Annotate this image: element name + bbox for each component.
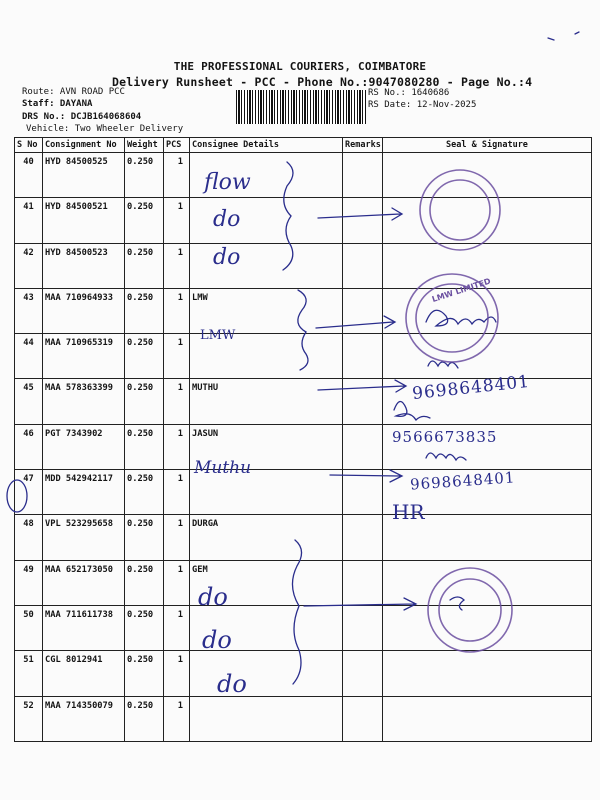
row-weight: 0.250	[125, 651, 164, 696]
col-consignee: Consignee Details	[190, 138, 343, 153]
arrow-mark	[330, 470, 402, 482]
handwriting-lmw: LMW	[200, 328, 236, 343]
col-sno: S No	[15, 138, 43, 153]
row-weight: 0.250	[125, 560, 164, 605]
row-consignment: MAA 711611738	[43, 605, 125, 650]
row-sno: 44	[15, 334, 43, 379]
row-weight: 0.250	[125, 198, 164, 243]
col-seal-signature: Seal & Signature	[383, 138, 592, 153]
handwriting-phone: 9698648401	[411, 371, 531, 405]
handwriting-ditto: do	[213, 245, 241, 270]
row-consignment: HYD 84500525	[43, 153, 125, 198]
row-weight: 0.250	[125, 153, 164, 198]
brace-mark	[298, 290, 308, 370]
row-pcs: 1	[164, 470, 190, 515]
handwriting-phone: 9566673835	[392, 428, 498, 446]
handwriting-flow: flow	[204, 170, 251, 195]
seal-stamp	[420, 170, 500, 250]
row-sno: 51	[15, 651, 43, 696]
seal-stamp	[428, 568, 512, 652]
col-weight: Weight	[125, 138, 164, 153]
row-consignment: MAA 714350079	[43, 696, 125, 741]
row-pcs: 1	[164, 334, 190, 379]
row-sno: 50	[15, 605, 43, 650]
row-sno: 45	[15, 379, 43, 424]
company-title: THE PROFESSIONAL COURIERS, COIMBATORE	[173, 60, 427, 73]
row-sno: 42	[15, 243, 43, 288]
col-remarks: Remarks	[343, 138, 383, 153]
row-sno: 48	[15, 515, 43, 560]
handwriting-ditto: do	[198, 583, 228, 611]
row-consignment: MAA 710964933	[43, 288, 125, 333]
row-weight: 0.250	[125, 515, 164, 560]
row-pcs: 1	[164, 288, 190, 333]
row-sno: 47	[15, 470, 43, 515]
row-sno: 43	[15, 288, 43, 333]
row-consignment: HYD 84500521	[43, 198, 125, 243]
rs-number: RS No.: 1640686	[368, 88, 450, 98]
row-sno: 40	[15, 153, 43, 198]
row-weight: 0.250	[125, 334, 164, 379]
row-weight: 0.250	[125, 696, 164, 741]
signature-mark	[426, 453, 466, 460]
vehicle-label: Vehicle: Two Wheeler Delivery	[26, 124, 184, 134]
row-sno: 52	[15, 696, 43, 741]
row-consignment: MAA 578363399	[43, 379, 125, 424]
col-consignment: Consignment No	[43, 138, 125, 153]
row-pcs: 1	[164, 696, 190, 741]
row-pcs: 1	[164, 379, 190, 424]
row-sno: 46	[15, 424, 43, 469]
brace-mark	[283, 162, 293, 270]
row-weight: 0.250	[125, 243, 164, 288]
circle-mark	[7, 480, 27, 512]
row-consignment: CGL 8012941	[43, 651, 125, 696]
arrow-mark	[316, 316, 395, 328]
handwriting-phone: 9698648401	[409, 468, 516, 494]
row-pcs: 1	[164, 243, 190, 288]
brace-mark	[292, 540, 301, 684]
row-consignee: JASUN	[190, 424, 343, 469]
row-consignee: MUTHU	[190, 379, 343, 424]
row-pcs: 1	[164, 198, 190, 243]
row-consignment: VPL 523295658	[43, 515, 125, 560]
handwriting-hr: HR	[392, 500, 425, 524]
stamp-text: LMW LIMITED	[430, 276, 492, 305]
row-consignee: GEM	[190, 560, 343, 605]
row-weight: 0.250	[125, 424, 164, 469]
runsheet-subtitle: Delivery Runsheet - PCC - Phone No.:9047080280 - Page No.:4	[112, 75, 533, 89]
row-pcs: 1	[164, 515, 190, 560]
arrow-mark	[318, 380, 406, 392]
row-weight: 0.250	[125, 288, 164, 333]
row-consignment: MAA 710965319	[43, 334, 125, 379]
row-pcs: 1	[164, 153, 190, 198]
handwriting-ditto: do	[202, 626, 232, 654]
row-sno: 41	[15, 198, 43, 243]
row-consignment: HYD 84500523	[43, 243, 125, 288]
signature-mark	[450, 597, 464, 610]
signature-mark	[426, 310, 496, 326]
col-pcs: PCS	[164, 138, 190, 153]
handwriting-muthu: Muthu	[194, 458, 252, 478]
row-weight: 0.250	[125, 470, 164, 515]
row-consignee: DURGA	[190, 515, 343, 560]
row-pcs: 1	[164, 560, 190, 605]
route-label: Route: AVN ROAD PCC	[22, 87, 125, 97]
staff-label: Staff: DAYANA	[22, 99, 93, 109]
row-consignment: MAA 652173050	[43, 560, 125, 605]
row-weight: 0.250	[125, 379, 164, 424]
arrow-mark	[318, 208, 402, 220]
handwriting-ditto: do	[217, 670, 247, 698]
drs-number: DRS No.: DCJB164068604	[22, 112, 142, 122]
row-sno: 49	[15, 560, 43, 605]
handwriting-ditto: do	[213, 207, 241, 232]
row-weight: 0.250	[125, 605, 164, 650]
row-consignment: PGT 7343902	[43, 424, 125, 469]
row-pcs: 1	[164, 424, 190, 469]
arrow-mark	[304, 598, 416, 610]
signature-mark	[394, 401, 430, 420]
row-pcs: 1	[164, 605, 190, 650]
row-pcs: 1	[164, 651, 190, 696]
row-consignment: MDD 542942117	[43, 470, 125, 515]
rs-date: RS Date: 12-Nov-2025	[368, 100, 477, 110]
row-consignee: LMW	[190, 288, 343, 333]
